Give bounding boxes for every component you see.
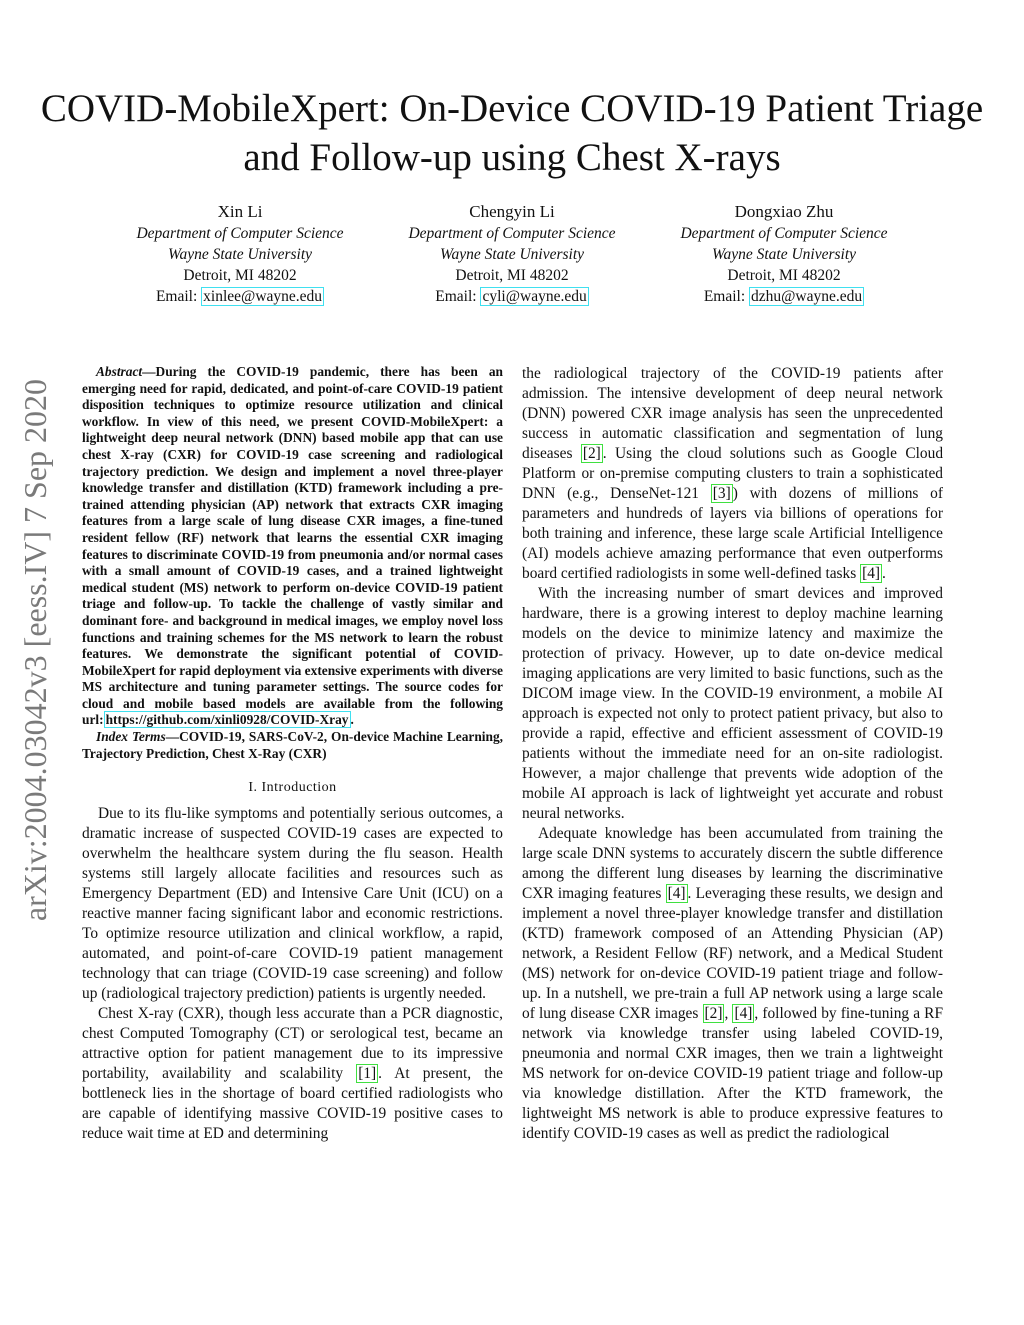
intro-paragraph-1: Due to its flu-like symptoms and potentially serious outcomes, a dramatic increase of suspected COVID-19 cases are expected to overwhelm the healthcare system during the flu season. Health systems still largely allocate facilities and resources such as Emergency Department (ED) and Intensive Care Unit (ICU) on a reactive manner facing significant labor and economic restrictions. To optimize resource utilization and clinical workflow, a rapid, automated, and point-of-care COVID-19 patient management technology that can triage (COVID-19 case screening) and follow up (radiological trajectory prediction) patients is urgently needed. xyxy=(82,805,503,1003)
author-name: Xin Li xyxy=(217,202,263,221)
paragraph-text: the radiological trajectory of the COVID-19 patients after admission. The intensive development of deep neural network (DNN) powered CXR image analysis has seen the unprecedented success in automatic classification and segmentation of lung diseases xyxy=(522,365,943,462)
author-department: Department of Computer Science xyxy=(136,225,344,242)
paragraph-text: . xyxy=(882,565,886,582)
intro-paragraph-5 xyxy=(522,824,943,1144)
paragraph-text: . Leveraging these results, we design and implement a novel three-player knowledge transfer and distillation (KTD) framework composed of an Attending Physician (AP) network, a Resident Fellow (RF) network, and a Medical Student (MS) network for on-device COVID-19 patient triage and follow-up. In a nutshell, we pre-train a full AP network using a large scale of lung disease CXR images xyxy=(522,885,943,1022)
author-university: Wayne State University xyxy=(167,246,313,263)
citation-link[interactable]: [4] xyxy=(667,885,686,902)
intro-paragraph-3 xyxy=(522,364,943,584)
paragraph-text: , xyxy=(724,1005,733,1022)
paragraph-text: . Using the cloud solutions such as Google Cloud Platform or on-premise computing clusters to train a sophisticated DNN (e.g., DenseNet-121 xyxy=(522,445,944,502)
citation-link[interactable]: [4] xyxy=(734,1005,753,1022)
author-email-line xyxy=(104,286,376,307)
author-email-line xyxy=(648,286,920,307)
author-address: Detroit, MI 48202 xyxy=(727,267,841,284)
citation-link[interactable]: [2] xyxy=(704,1005,723,1022)
email-label: Email: xyxy=(435,288,477,305)
index-terms-lead: Index Terms xyxy=(96,729,166,745)
citation-link[interactable]: [2] xyxy=(582,445,601,462)
author-email-link[interactable]: cyli@wayne.edu xyxy=(482,288,587,305)
citation-link[interactable]: [4] xyxy=(862,565,881,582)
author-3 xyxy=(648,201,920,307)
index-terms xyxy=(82,729,503,762)
author-name: Dongxiao Zhu xyxy=(734,202,834,221)
citation-link[interactable]: [3] xyxy=(712,485,731,502)
author-university: Wayne State University xyxy=(439,246,585,263)
paragraph-text: , followed by fine-tuning a RF network via knowledge transfer using labeled COVID-19, pneumonia and normal CXR images, then we train a lightweight MS network for on-device COVID-19 patient triage and follow-up via knowledge distillation. After the KTD framework, the lightweight MS network is able to produce expressive features to identify COVID-19 cases as well as predict the radiological xyxy=(522,1005,944,1142)
author-block xyxy=(104,201,920,307)
paper-title: COVID-MobileXpert: On-Device COVID-19 Patient Triage and Follow-up using Chest X-rays xyxy=(40,87,984,179)
author-email-link[interactable]: dzhu@wayne.edu xyxy=(751,288,863,305)
author-name: Chengyin Li xyxy=(469,202,555,221)
paragraph-text: ) with dozens of millions of parameters and hundreds of layers via billions of operations for both training and inference, these large scale Artificial Intelligence (AI) models achieve amazing performance that even outperforms board certified radiologists in some well-defined tasks xyxy=(522,485,943,582)
paragraph-text: Chest X-ray (CXR), though less accurate than a PCR diagnostic, chest Computed Tomography (CT) or serological test, became an attractive option for patient management due to its impressive portability, availability and scalability xyxy=(82,1005,503,1083)
author-university: Wayne State University xyxy=(711,246,857,263)
author-address: Detroit, MI 48202 xyxy=(183,267,297,284)
abstract-lead: Abstract xyxy=(96,364,143,379)
paragraph-text: . At present, the bottleneck lies in the shortage of board certified radiologists who are capable of identifying massive COVID-19 positive cases to reduce wait time at ED and determining xyxy=(82,1065,503,1143)
source-code-url[interactable]: https://github.com/xinli0928/COVID-Xray xyxy=(105,712,349,728)
right-column xyxy=(522,364,943,1144)
intro-paragraph-4: With the increasing number of smart devices and improved hardware, there is a growing interest to deploy machine learning models on the device to minimize latency and maximize the protection of privacy. However, up to date on-device medical imaging applications are very limited to basic functions, such as the DICOM image view. In the COVID-19 environment, a mobile AI approach is expected not only to protect patient privacy, but also to provide a rapid, effective and efficient assessment of COVID-19 patients without the immediate need for an on-site radiologist. However, a major challenge that prevents wide adoption of the mobile AI approach is lack of lightweight yet accurate and robust neural networks. xyxy=(522,585,943,822)
index-terms-text: —COVID-19, SARS-CoV-2, On-device Machine Learning, Trajectory Prediction, Chest X-Ray (CXR) xyxy=(82,729,503,761)
section-heading-introduction: I. Introduction xyxy=(248,780,337,796)
abstract-text: —During the COVID-19 pandemic, there has been an emerging need for rapid, dedicated, and point-of-care COVID-19 patient disposition techniques to optimize resource utilization and clinical workflow. In view of this need, we present COVID-MobileXpert: a lightweight deep neural network (DNN) based mobile app that can use chest X-ray (CXR) for COVID-19 case screening and radiological trajectory prediction. We design and implement a novel three-player knowledge transfer and distillation (KTD) framework including a pre-trained attending physician (AP) network that extracts CXR imaging features from a large scale of lung disease CXR images, a fine-tuned resident fellow (RF) network that learns the essential CXR imaging features to discriminate COVID-19 from pneumonia and/or normal cases with a small amount of COVID-19 cases, and a trained lightweight medical student (MS) network to perform on-device COVID-19 patient triage and follow-up. To tackle the challenge of vastly similar and dominant fore- and background in medical images, we employ novel loss functions and training schemes for the MS network to learn the robust features. We demonstrate the significant potential of COVID-MobileXpert for rapid deployment via extensive experiments with diverse MS architecture and tuning parameter settings. The source codes for cloud and mobile based models are available from the following url: xyxy=(82,364,503,728)
author-department: Department of Computer Science xyxy=(408,225,616,242)
email-label: Email: xyxy=(703,288,746,305)
author-address: Detroit, MI 48202 xyxy=(455,267,569,284)
email-label: Email: xyxy=(155,288,198,305)
abstract xyxy=(82,364,503,729)
author-email-line xyxy=(376,286,648,307)
paragraph-text: Adequate knowledge has been accumulated from training the large scale DNN systems to accurately discern the subtle difference among the different lung diseases by learning the discriminative CXR imaging features xyxy=(522,825,943,902)
left-column xyxy=(82,364,503,1144)
author-department: Department of Computer Science xyxy=(680,225,888,242)
citation-link[interactable]: [1] xyxy=(358,1065,377,1083)
author-2 xyxy=(376,201,648,307)
arxiv-identifier: arXiv:2004.03042v3 [eess.IV] 7 Sep 2020 xyxy=(17,378,53,922)
intro-paragraph-2 xyxy=(82,1004,503,1144)
author-1 xyxy=(104,201,376,307)
author-email-link[interactable]: xinlee@wayne.edu xyxy=(203,288,323,305)
abstract-end: . xyxy=(350,712,354,728)
